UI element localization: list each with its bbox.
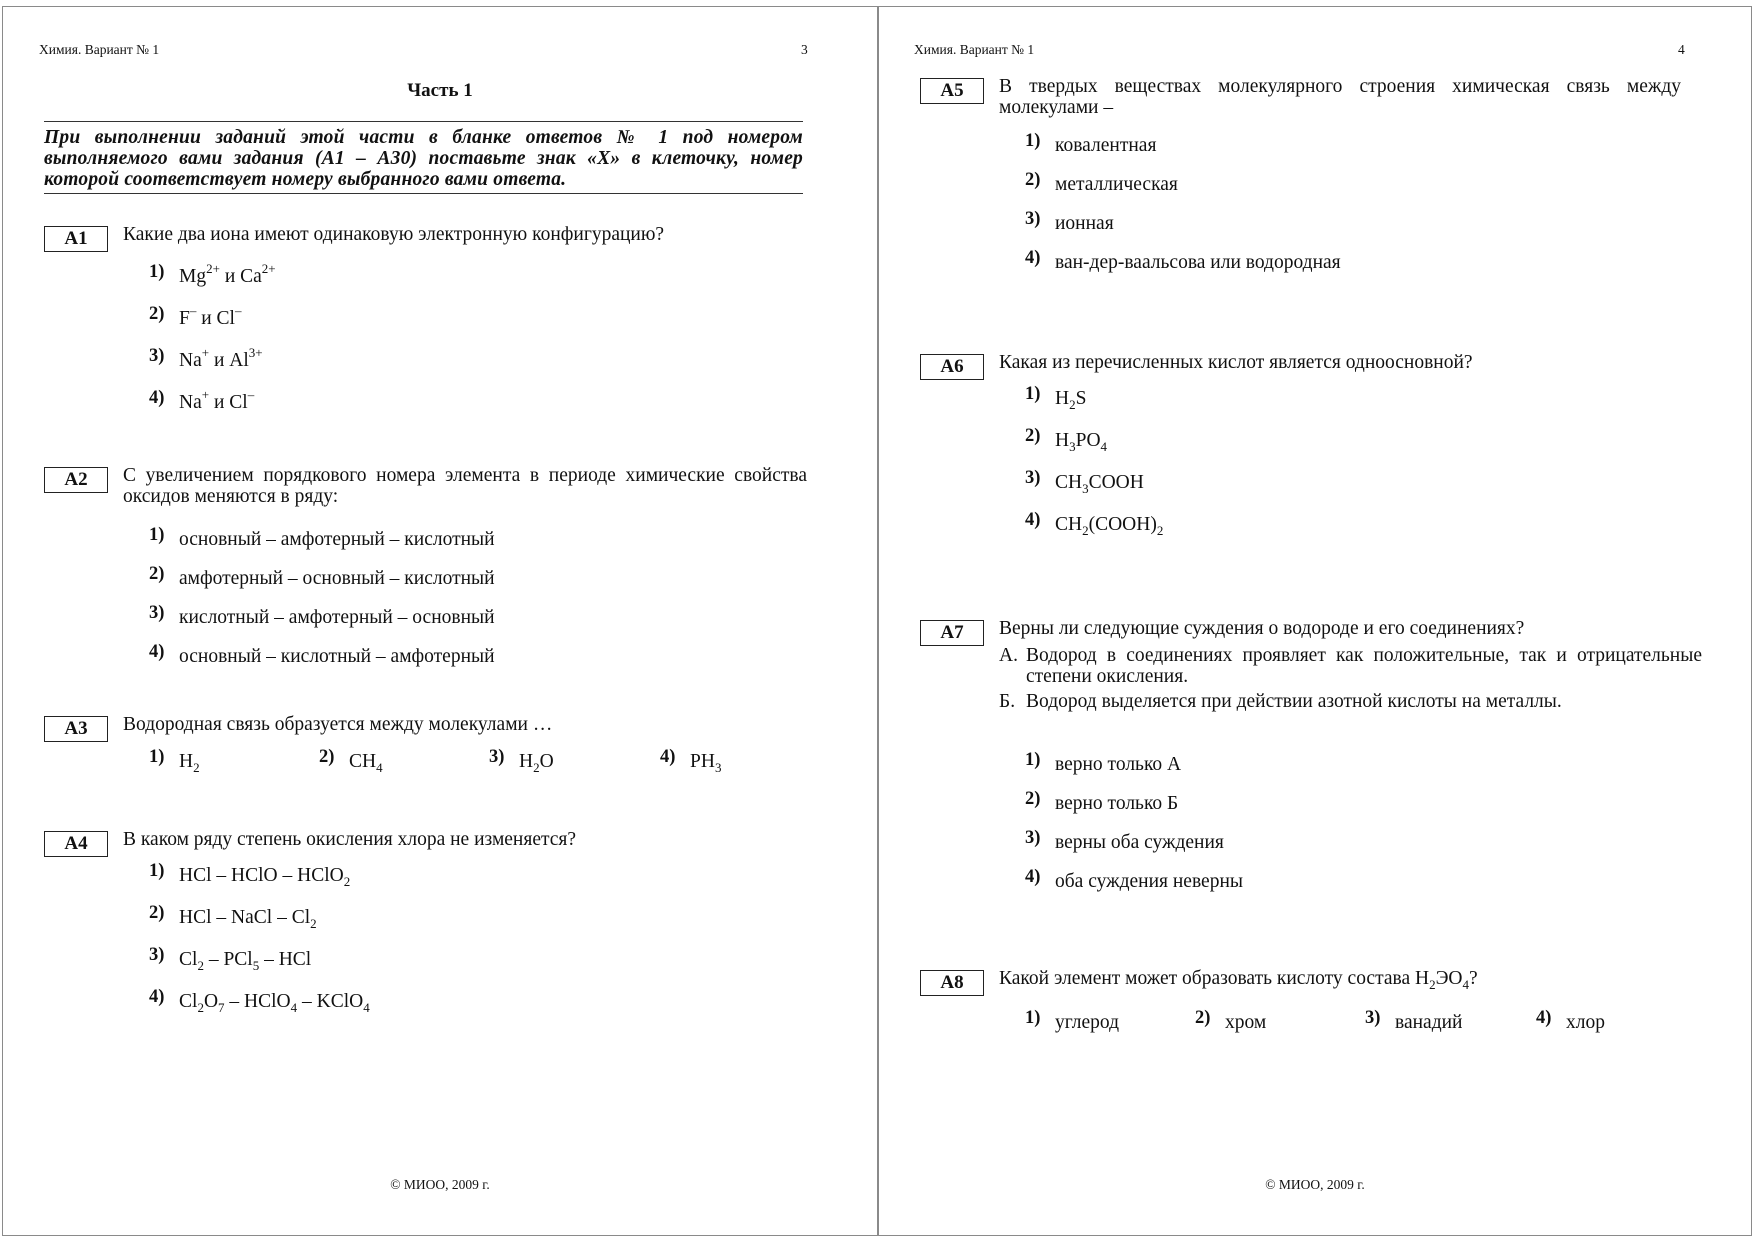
task-label: А8 xyxy=(920,970,984,996)
instructions: При выполнении заданий этой части в бланке ответов № 1 под номером выполняемого вами задания (А1 – А30) поставьте знак «Х» в клеточку, номер которой соответствует номеру выбранного вами ответа. xyxy=(44,121,803,194)
statement-text: Водород в соединениях проявляет как положительные, так и отрицательные степени окисления. xyxy=(1026,645,1702,687)
option-number: 2) xyxy=(1025,170,1041,190)
option-number: 4) xyxy=(1025,248,1041,268)
option-number: 4) xyxy=(149,642,165,662)
option-number: 1) xyxy=(1025,1008,1041,1028)
option-number: 3) xyxy=(149,603,165,623)
question-text: С увеличением порядкового номера элемента в периоде химические свойства оксидов меняются в ряду: xyxy=(123,465,807,507)
option-number: 1) xyxy=(1025,131,1041,151)
statement-text: Водород выделяется при действии азотной кислоты на металлы. xyxy=(1026,691,1562,712)
question-text: В каком ряду степень окисления хлора не изменяется? xyxy=(123,829,577,850)
statement-marker: Б. xyxy=(999,691,1016,712)
option-number: 4) xyxy=(1025,867,1041,887)
page-number: 3 xyxy=(801,42,808,57)
statement-marker: А. xyxy=(999,645,1018,666)
left-page: Химия. Вариант № 1 3 Часть 1 При выполнении заданий этой части в бланке ответов № 1 под номером выполняемого вами задания (А1 – А30) поставьте знак «Х» в клеточку, номер которой соответствует номеру выбранного вами ответа. А1 Какие два иона имеют одинаковую электронную конфигурацию? 1) $Mg^{2+}$ и $Ca^{2+}$ 2) F– и Cl– 3) Na+ и $Al^{3+}$ 4) Na+ и Cl– А2 С увеличением порядкового номера элемента в периоде химические свойства оксидов меняются в ряду: 1) основный – амфотерный – кислотный 2) амфотерный – основный – кислотный 3) кислотный – амфотерный – основный 4) основный – кислотный – амфотерный А3 Водородная связь образуется между молекулами … 1) $H_2$ 2) $CH_4$ 3) $H_2O$ 4) $PH_3$ А4 В каком ряду степень окисления хлора не изменяется? 1) HCl – HClO – HClO$_2$ 2) HCl – NaCl – $Cl_2$ 3) $Cl_2 - PCl_5$ – HCl 4) $Cl_2O_7$ – HClO$_4$ – KClO$_4$ © МИОО, 2009 г. xyxy=(2,6,878,1236)
question-text: Верны ли следующие суждения о водороде и его соединениях? xyxy=(999,618,1525,639)
option-number: 3) xyxy=(489,747,505,767)
task-label: А6 xyxy=(920,354,984,380)
option-number: 1) xyxy=(149,747,165,767)
option-number: 3) xyxy=(149,945,165,965)
option-number: 3) xyxy=(1025,209,1041,229)
option-number: 2) xyxy=(319,747,335,767)
option-number: 2) xyxy=(149,903,165,923)
task-label: А4 xyxy=(44,831,108,857)
option-number: 2) xyxy=(1025,426,1041,446)
option-number: 1) xyxy=(1025,750,1041,770)
question-text: Какая из перечисленных кислот является одноосновной? xyxy=(999,352,1473,373)
page-header: Химия. Вариант № 1 xyxy=(914,42,1035,57)
part-title: Часть 1 xyxy=(407,80,473,101)
page-footer: © МИОО, 2009 г. xyxy=(390,1177,490,1192)
option-number: 1) xyxy=(149,861,165,881)
option-number: 2) xyxy=(149,564,165,584)
option-number: 1) xyxy=(149,262,165,282)
task-label: А1 xyxy=(44,226,108,252)
option-number: 3) xyxy=(1025,468,1041,488)
page-number: 4 xyxy=(1678,42,1685,57)
option-number: 1) xyxy=(1025,384,1041,404)
question-text: Какой элемент может образовать кислоту состава $H_2ЭO_4$? xyxy=(999,968,1478,992)
option-number: 3) xyxy=(1025,828,1041,848)
option-number: 4) xyxy=(1025,510,1041,530)
option-number: 4) xyxy=(149,987,165,1007)
option-number: 2) xyxy=(1195,1008,1211,1028)
right-page: Химия. Вариант № 1 4 А5 В твердых веществах молекулярного строения химическая связь между молекулами – 1) ковалентная 2) металлическая 3) ионная 4) ван-дер-ваальсова или водородная А6 Какая из перечисленных кислот является одноосновной? 1) $H_2S$ 2) $H_3PO_4$ 3) $CH_3COOH$ 4) $CH_2(COOH)_2$ А7 Верны ли следующие суждения о водороде и его соединениях? А. Водород в соединениях проявляет как положительные, так и отрицательные степени окисления. Б. Водород выделяется при действии азотной кислоты на металлы. 1) верно только А 2) верно только Б 3) верны оба суждения 4) оба суждения неверны А8 Какой элемент может образовать кислоту состава $H_2ЭO_4$? 1) углерод 2) хром 3) ванадий 4) хлор © МИОО, 2009 г. xyxy=(878,6,1752,1236)
question-text: Какие два иона имеют одинаковую электронную конфигурацию? xyxy=(123,224,665,245)
task-label: А2 xyxy=(44,467,108,493)
option-number: 4) xyxy=(660,747,676,767)
option-number: 3) xyxy=(149,346,165,366)
option-number: 4) xyxy=(1536,1008,1552,1028)
option-number: 4) xyxy=(149,388,165,408)
task-label: А7 xyxy=(920,620,984,646)
task-label: А5 xyxy=(920,78,984,104)
page-footer: © МИОО, 2009 г. xyxy=(1265,1177,1365,1192)
task-label: А3 xyxy=(44,716,108,742)
question-text: В твердых веществах молекулярного строения химическая связь между молекулами – xyxy=(999,76,1681,118)
option-number: 2) xyxy=(1025,789,1041,809)
option-number: 1) xyxy=(149,525,165,545)
question-text: Водородная связь образуется между молекулами … xyxy=(123,714,553,735)
option-number: 2) xyxy=(149,304,165,324)
page-header: Химия. Вариант № 1 xyxy=(39,42,160,57)
option-number: 3) xyxy=(1365,1008,1381,1028)
